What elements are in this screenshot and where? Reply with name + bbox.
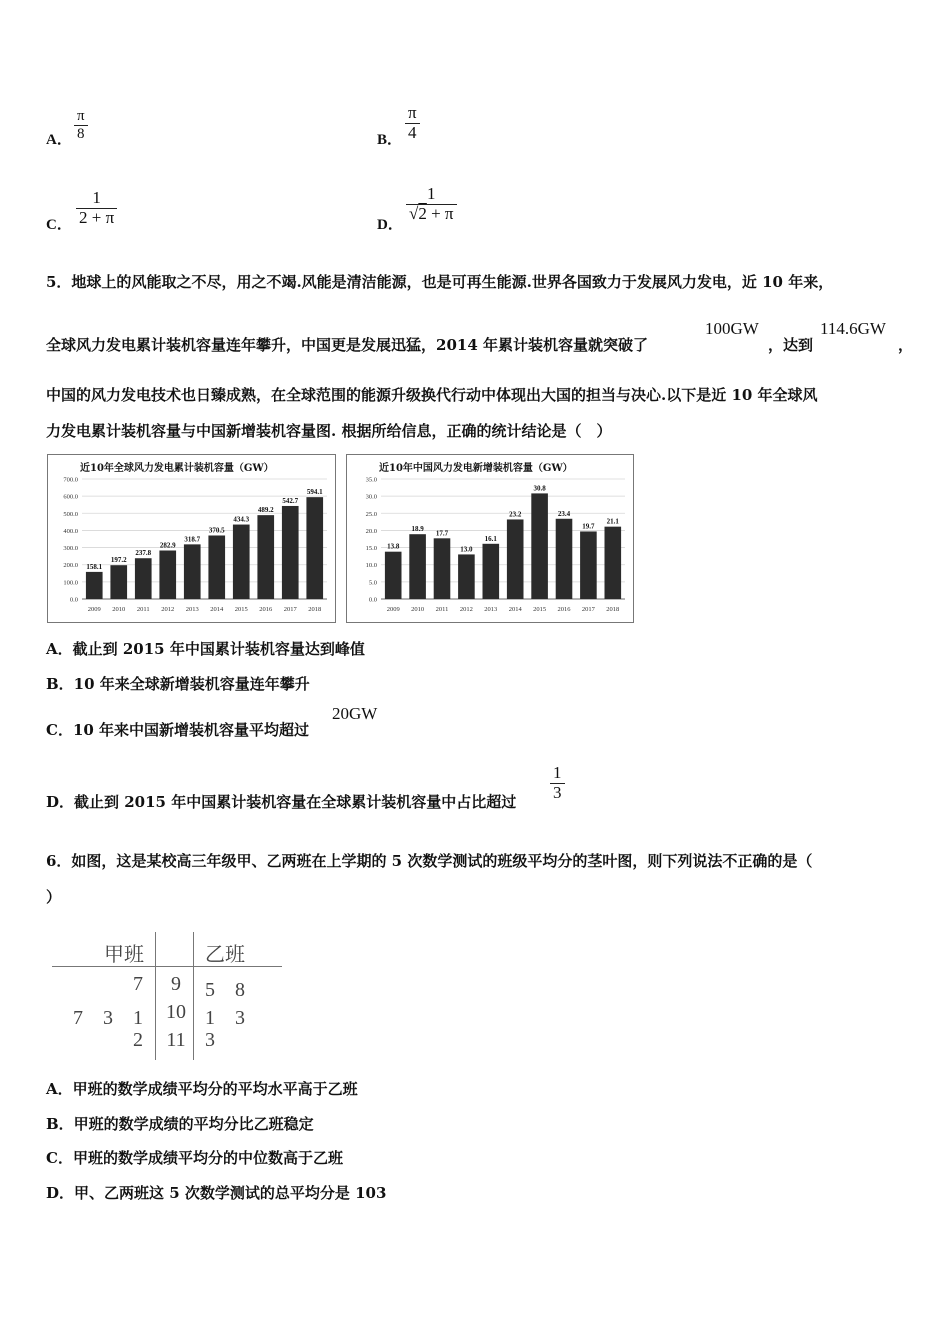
bar-value-label: 30.8	[533, 484, 546, 493]
bar	[531, 493, 548, 599]
x-tick-label: 2012	[459, 606, 473, 613]
y-tick-label: 600.0	[63, 493, 78, 501]
q6-option-b: B．甲班的数学成绩的平均分比乙班稳定	[46, 1115, 314, 1133]
bar-value-label: 16.1	[484, 534, 497, 543]
q5-option-c: C．10 年来中国新增装机容量平均超过	[46, 721, 310, 739]
x-tick-label: 2011	[136, 606, 150, 613]
q4-option-d-letter: D．	[377, 217, 403, 233]
y-tick-label: 5.0	[368, 579, 377, 587]
x-tick-label: 2018	[606, 606, 620, 613]
q5-option-d: D．截止到 2015 年中国累计装机容量在全球累计装机容量中占比超过	[46, 793, 517, 811]
bar-value-label: 13.8	[387, 542, 400, 551]
q5-value-100gw: 100GW	[705, 319, 759, 338]
global-capacity-chart	[47, 454, 336, 623]
q4-option-c-letter: C．	[46, 217, 72, 233]
q5-stem-comma: ，	[898, 336, 914, 354]
bar	[257, 515, 274, 599]
bar-value-label: 13.0	[460, 545, 473, 554]
bar	[86, 572, 103, 599]
x-tick-label: 2015	[533, 606, 547, 613]
q5-stem-line3: 中国的风力发电技术也日臻成熟，在全球范围的能源升级换代行动中体现出大国的担当与决心.以下是近 10 年全球风	[46, 386, 818, 404]
stem-leaf-left-leaves: 7	[133, 973, 143, 995]
bar	[556, 519, 573, 599]
q4-option-c-fraction: 1 2 + π	[76, 189, 117, 227]
x-tick-label: 2015	[234, 606, 248, 613]
q5-option-b: B．10 年来全球新增装机容量连年攀升	[46, 675, 310, 693]
q5-option-a: A．截止到 2015 年中国累计装机容量达到峰值	[46, 640, 365, 658]
q5-option-c-value: 20GW	[332, 704, 378, 723]
bar-value-label: 318.7	[184, 535, 201, 544]
y-tick-label: 200.0	[63, 562, 78, 570]
x-tick-label: 2014	[210, 606, 224, 613]
y-tick-label: 20.0	[365, 527, 377, 535]
x-tick-label: 2010	[112, 606, 126, 613]
y-tick-label: 10.0	[365, 562, 377, 570]
stem-leaf-header-rule	[52, 966, 282, 967]
bar	[507, 519, 524, 599]
bar	[159, 551, 176, 599]
x-tick-label: 2018	[308, 606, 322, 613]
bar	[110, 565, 127, 599]
y-tick-label: 30.0	[365, 493, 377, 501]
stem-leaf-right-leaves: 1 3	[205, 1007, 245, 1029]
bar-value-label: 237.8	[135, 549, 152, 558]
q6-option-d: D．甲、乙两班这 5 次数学测试的总平均分是 103	[46, 1184, 387, 1202]
q4-option-a-fraction: π 8	[74, 108, 88, 142]
y-tick-label: 400.0	[63, 527, 78, 535]
bar-value-label: 434.3	[233, 515, 250, 524]
global-chart-title: 近10年全球风力发电累计装机容量（GW）	[80, 463, 274, 474]
x-tick-label: 2012	[161, 606, 175, 613]
global-chart-plot	[48, 455, 335, 622]
q5-stem-line4: 力发电累计装机容量与中国新增装机容量图. 根据所给信息，正确的统计结论是（ ）	[46, 422, 612, 440]
y-tick-label: 15.0	[365, 545, 377, 553]
x-tick-label: 2014	[508, 606, 522, 613]
x-tick-label: 2016	[259, 606, 273, 613]
y-tick-label: 100.0	[63, 579, 78, 587]
stem-leaf-right-header: 乙班	[205, 944, 245, 966]
x-tick-label: 2009	[87, 606, 101, 613]
x-tick-label: 2016	[557, 606, 571, 613]
y-tick-label: 500.0	[63, 510, 78, 518]
q4-option-b-fraction: π 4	[405, 104, 420, 142]
bar-value-label: 197.2	[110, 556, 127, 565]
bar-value-label: 594.1	[306, 488, 323, 497]
x-tick-label: 2013	[484, 606, 498, 613]
q6-stem-line1: 6．如图，这是某校高三年级甲、乙两班在上学期的 5 次数学测试的班级平均分的茎叶图，则下列说法不正确的是（	[46, 852, 813, 870]
bar-value-label: 23.4	[557, 509, 571, 518]
q5-stem-line2: 全球风力发电累计装机容量连年攀升，中国更是发展迅猛，2014 年累计装机容量就突破了	[46, 336, 648, 354]
china-chart-title: 近10年中国风力发电新增装机容量（GW）	[379, 463, 573, 474]
bar	[184, 544, 201, 599]
q5-value-114gw: 114.6GW	[820, 319, 886, 338]
bar	[580, 531, 597, 599]
bar-value-label: 158.1	[86, 562, 103, 571]
q6-stem-line2: ）	[46, 888, 62, 906]
bar-value-label: 18.9	[411, 525, 424, 534]
q6-option-c: C．甲班的数学成绩平均分的中位数高于乙班	[46, 1149, 343, 1167]
bar	[135, 558, 152, 599]
bar	[208, 535, 225, 599]
bar-value-label: 21.1	[606, 517, 619, 526]
stem-leaf-stem: 11	[166, 1029, 186, 1051]
bar	[605, 527, 622, 599]
stem-leaf-stem: 9	[171, 973, 181, 995]
x-tick-label: 2017	[283, 606, 297, 613]
stem-leaf-stem: 10	[166, 1001, 186, 1023]
stem-leaf-right-leaves: 3	[205, 1029, 215, 1051]
q5-stem-line1: 5．地球上的风能取之不尽，用之不竭.风能是清洁能源，也是可再生能源.世界各国致力于发展风力发电，近 10 年来，	[46, 273, 834, 291]
bar-value-label: 17.7	[435, 529, 449, 538]
bar	[233, 525, 250, 599]
x-tick-label: 2010	[411, 606, 425, 613]
stem-leaf-right-leaves: 5 8	[205, 979, 245, 1001]
q4-option-d-fraction: 1 √2 + π	[406, 185, 457, 223]
china-new-capacity-chart	[346, 454, 634, 623]
q6-option-a: A．甲班的数学成绩平均分的平均水平高于乙班	[46, 1080, 358, 1098]
stem-leaf-left-rule	[155, 932, 156, 1060]
x-tick-label: 2011	[435, 606, 449, 613]
q5-stem-reach: ，达到	[768, 336, 814, 354]
bar-value-label: 23.2	[509, 510, 522, 519]
bar	[434, 538, 451, 599]
bar-value-label: 489.2	[257, 506, 274, 515]
y-tick-label: 0.0	[368, 596, 377, 604]
y-tick-label: 300.0	[63, 545, 78, 553]
bar	[282, 506, 299, 599]
stem-leaf-left-header: 甲班	[104, 944, 144, 966]
bar	[458, 554, 475, 599]
stem-leaf-right-rule	[193, 932, 194, 1060]
bar-value-label: 370.5	[208, 526, 225, 535]
bar-value-label: 282.9	[159, 541, 176, 550]
china-chart-plot	[347, 455, 633, 622]
x-tick-label: 2013	[185, 606, 199, 613]
y-tick-label: 25.0	[365, 510, 377, 518]
y-tick-label: 700.0	[63, 476, 78, 484]
bar-value-label: 542.7	[282, 496, 299, 505]
y-tick-label: 35.0	[365, 476, 377, 484]
x-tick-label: 2017	[581, 606, 595, 613]
bar	[409, 534, 426, 599]
bar	[483, 544, 500, 599]
q4-option-a-letter: A．	[46, 132, 72, 148]
q4-option-b-letter: B．	[377, 132, 403, 148]
bar	[385, 552, 402, 599]
bar-value-label: 19.7	[582, 522, 595, 531]
bar	[306, 497, 323, 599]
y-tick-label: 0.0	[69, 596, 78, 604]
stem-leaf-left-leaves: 7 3 1	[73, 1007, 143, 1029]
stem-leaf-left-leaves: 2	[133, 1029, 143, 1051]
q5-option-d-fraction: 1 3	[550, 764, 565, 802]
x-tick-label: 2009	[386, 606, 400, 613]
